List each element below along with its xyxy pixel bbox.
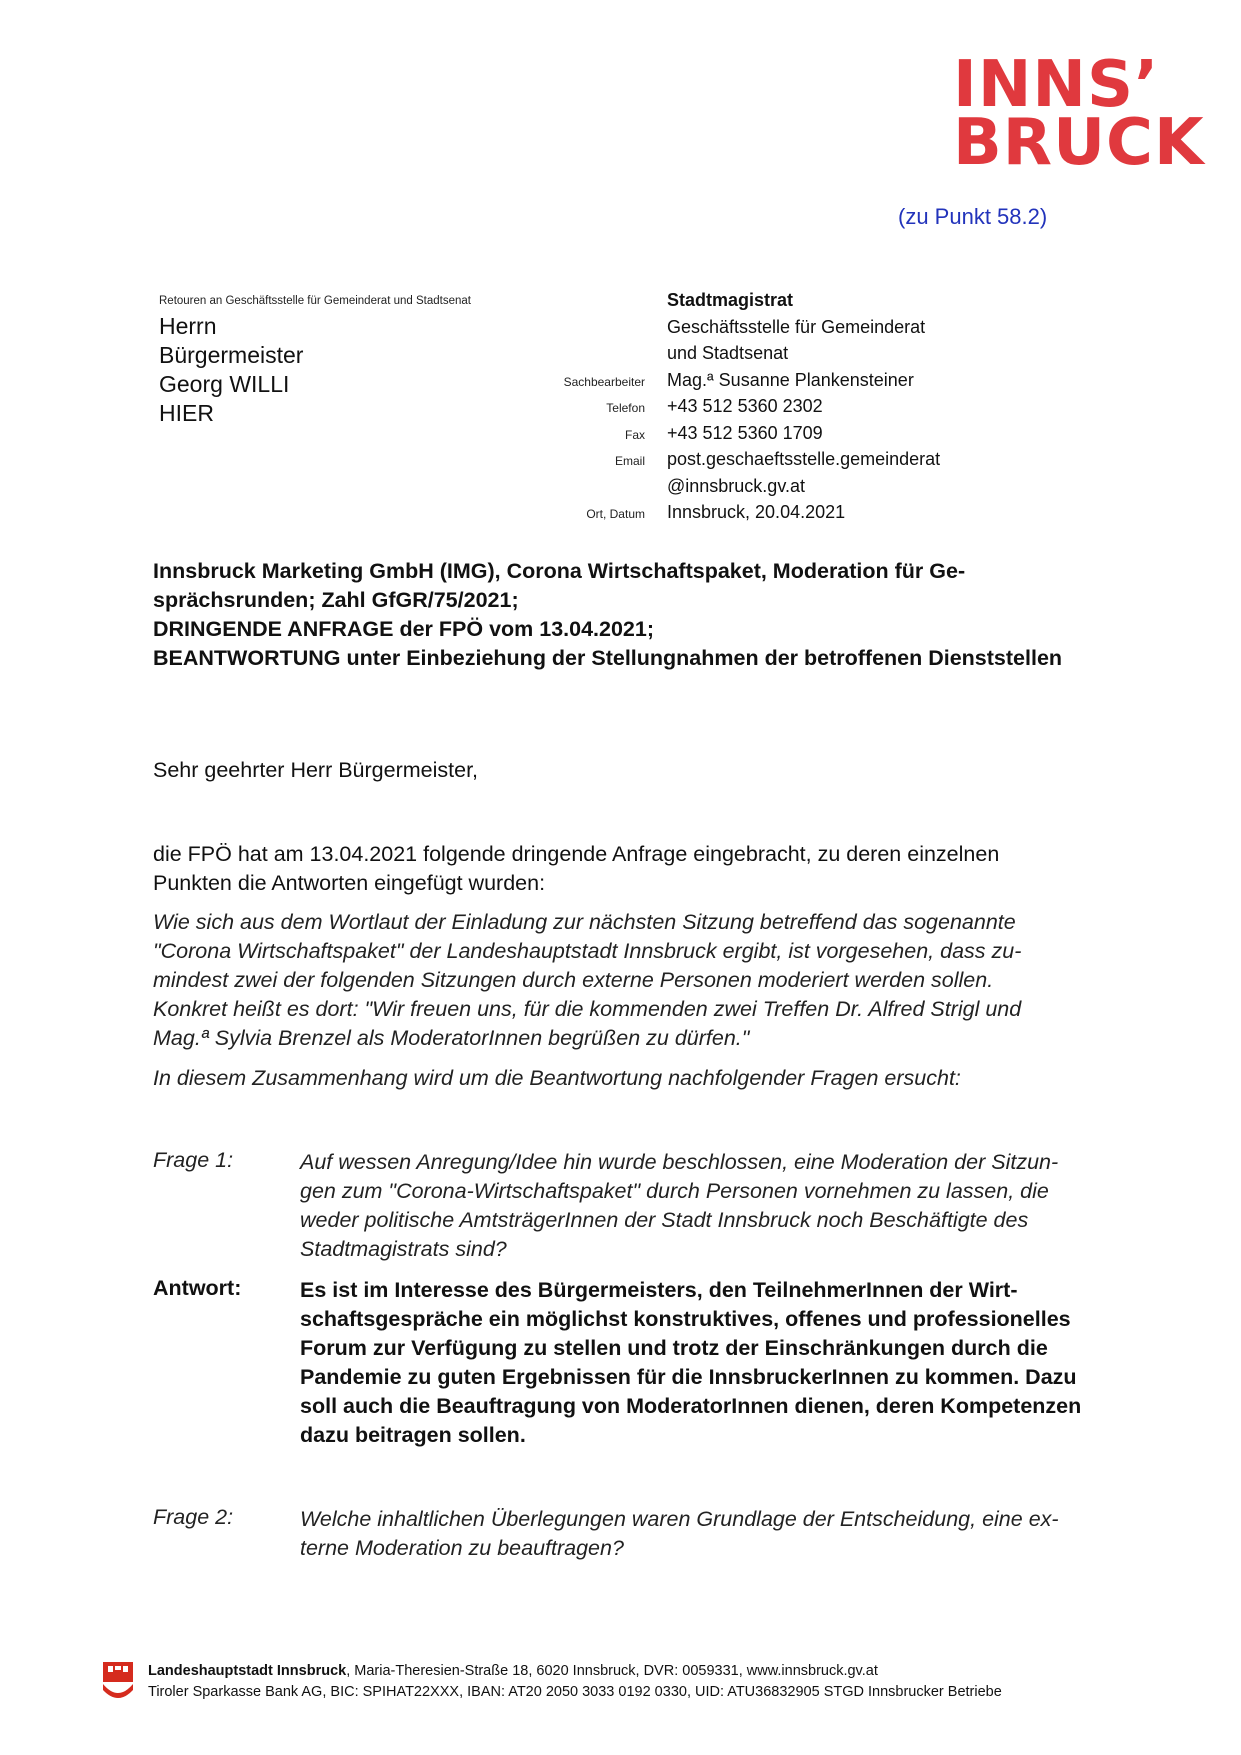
quote-closing: In diesem Zusammenhang wird um die Beantwortung nachfolgender Fragen ersucht: bbox=[153, 1066, 961, 1090]
quote-line: "Corona Wirtschaftspaket" der Landeshauptstadt Innsbruck ergibt, ist vorgesehen, dass zu- bbox=[153, 939, 1022, 963]
intro-paragraph bbox=[153, 840, 1131, 898]
question-line: Stadtmagistrats sind? bbox=[300, 1237, 507, 1261]
subject-line: BEANTWORTUNG unter Einbeziehung der Stellungnahmen der betroffenen Dienststellen bbox=[153, 646, 1063, 670]
city-crest-icon bbox=[103, 1662, 133, 1698]
sender-dept: und Stadtsenat bbox=[667, 343, 789, 363]
recipient-line: Herrn bbox=[159, 313, 217, 339]
clerk-label: Sachbearbeiter bbox=[563, 374, 645, 389]
sender-dept: Geschäftsstelle für Gemeinderat bbox=[667, 316, 926, 337]
clerk-name: Mag.ª Susanne Plankensteiner bbox=[667, 369, 914, 390]
quote-line: mindest zwei der folgenden Sitzungen durch externe Personen moderiert werden sollen. bbox=[153, 968, 994, 992]
question-line: Auf wessen Anregung/Idee hin wurde beschlossen, eine Moderation der Sitzun- bbox=[300, 1150, 1059, 1174]
question-1-label: Frage 1: bbox=[153, 1148, 234, 1172]
sender-info bbox=[520, 287, 1080, 526]
question-2-text bbox=[300, 1505, 1135, 1563]
answer-line: Pandemie zu guten Ergebnissen für die InnsbruckerInnen zu kommen. Dazu bbox=[300, 1365, 1077, 1389]
question-2-label: Frage 2: bbox=[153, 1505, 234, 1529]
quote-line: Wie sich aus dem Wortlaut der Einladung zur nächsten Sitzung betreffend das sogenannte bbox=[153, 910, 1016, 934]
email-address[interactable]: post.geschaeftsstelle.gemeinderat bbox=[667, 449, 941, 469]
subject-line: DRINGENDE ANFRAGE der FPÖ vom 13.04.2021; bbox=[153, 617, 655, 641]
subject-line: sprächsrunden; Zahl GfGR/75/2021; bbox=[153, 588, 519, 612]
recipient-line: Bürgermeister bbox=[159, 342, 304, 368]
question-line: Welche inhaltlichen Überlegungen waren Grundlage der Entscheidung, eine ex- bbox=[300, 1507, 1059, 1531]
recipient-line: HIER bbox=[159, 400, 214, 426]
question-1-text bbox=[300, 1148, 1135, 1264]
recipient-address bbox=[159, 312, 303, 428]
intro-line: Punkten die Antworten eingefügt wurden: bbox=[153, 871, 546, 895]
answer-1-label: Antwort: bbox=[153, 1276, 242, 1300]
phone-label: Telefon bbox=[606, 401, 645, 415]
answer-line: dazu beitragen sollen. bbox=[300, 1423, 526, 1447]
fax-number: +43 512 5360 1709 bbox=[667, 422, 823, 443]
footer-org: Landeshauptstadt Innsbruck bbox=[148, 1663, 347, 1679]
answer-line: schaftsgespräche ein möglichst konstruktives, offenes und professionelles bbox=[300, 1307, 1071, 1331]
place-date: Innsbruck, 20.04.2021 bbox=[667, 502, 846, 522]
date-label: Ort, Datum bbox=[586, 507, 645, 521]
letter-subject bbox=[153, 557, 1143, 673]
fax-label: Fax bbox=[624, 427, 645, 442]
email-label: Email bbox=[614, 454, 645, 468]
answer-line: Forum zur Verfügung zu stellen und trotz der Einschränkungen durch die bbox=[300, 1336, 1048, 1360]
recipient-line: Georg WILLI bbox=[159, 371, 290, 397]
quoted-inquiry bbox=[153, 908, 1131, 1053]
logo-line-2: BRUCK bbox=[953, 106, 1205, 180]
question-line: terne Moderation zu beauftragen? bbox=[300, 1536, 624, 1560]
answer-1-text bbox=[300, 1276, 1135, 1450]
quote-line: Konkret heißt es dort: "Wir freuen uns, für die kommenden zwei Treffen Dr. Alfred Strigl und bbox=[153, 997, 1022, 1021]
agenda-reference: (zu Punkt 58.2) bbox=[898, 204, 1048, 229]
question-line: weder politische AmtsträgerInnen der Stadt Innsbruck noch Beschäftigte des bbox=[300, 1208, 1029, 1232]
return-note: Retouren an Geschäftsstelle für Gemeinderat und Stadtsenat bbox=[159, 295, 471, 307]
answer-line: Es ist im Interesse des Bürgermeisters, den TeilnehmerInnen der Wirt- bbox=[300, 1278, 1018, 1302]
intro-line: die FPÖ hat am 13.04.2021 folgende dringende Anfrage eingebracht, zu deren einzelnen bbox=[153, 842, 1000, 866]
salutation: Sehr geehrter Herr Bürgermeister, bbox=[153, 758, 479, 782]
answer-line: soll auch die Beauftragung von ModeratorInnen dienen, deren Kompetenzen bbox=[300, 1394, 1082, 1418]
footer-address: , Maria-Theresien-Straße 18, 6020 Innsbruck, DVR: 0059331, www.innsbruck.gv.at bbox=[346, 1663, 878, 1679]
innsbruck-logo bbox=[953, 48, 1205, 180]
phone-number: +43 512 5360 2302 bbox=[667, 396, 823, 416]
subject-line: Innsbruck Marketing GmbH (IMG), Corona Wirtschaftspaket, Moderation für Ge- bbox=[153, 559, 966, 583]
sender-office: Stadtmagistrat bbox=[667, 290, 794, 310]
logo-line-1: INNS’ bbox=[953, 48, 1160, 122]
letterhead-footer bbox=[148, 1661, 1002, 1703]
quote-line: Mag.ª Sylvia Brenzel als ModeratorInnen begrüßen zu dürfen." bbox=[153, 1026, 750, 1050]
footer-bank: Tiroler Sparkasse Bank AG, BIC: SPIHAT22XXX, IBAN: AT20 2050 3033 0192 0330, UID: ATU36832905 STGD Innsbrucker Betriebe bbox=[148, 1684, 1002, 1700]
email-address-cont[interactable]: @innsbruck.gv.at bbox=[667, 475, 805, 496]
question-line: gen zum "Corona-Wirtschaftspaket" durch Personen vornehmen zu lassen, die bbox=[300, 1179, 1049, 1203]
